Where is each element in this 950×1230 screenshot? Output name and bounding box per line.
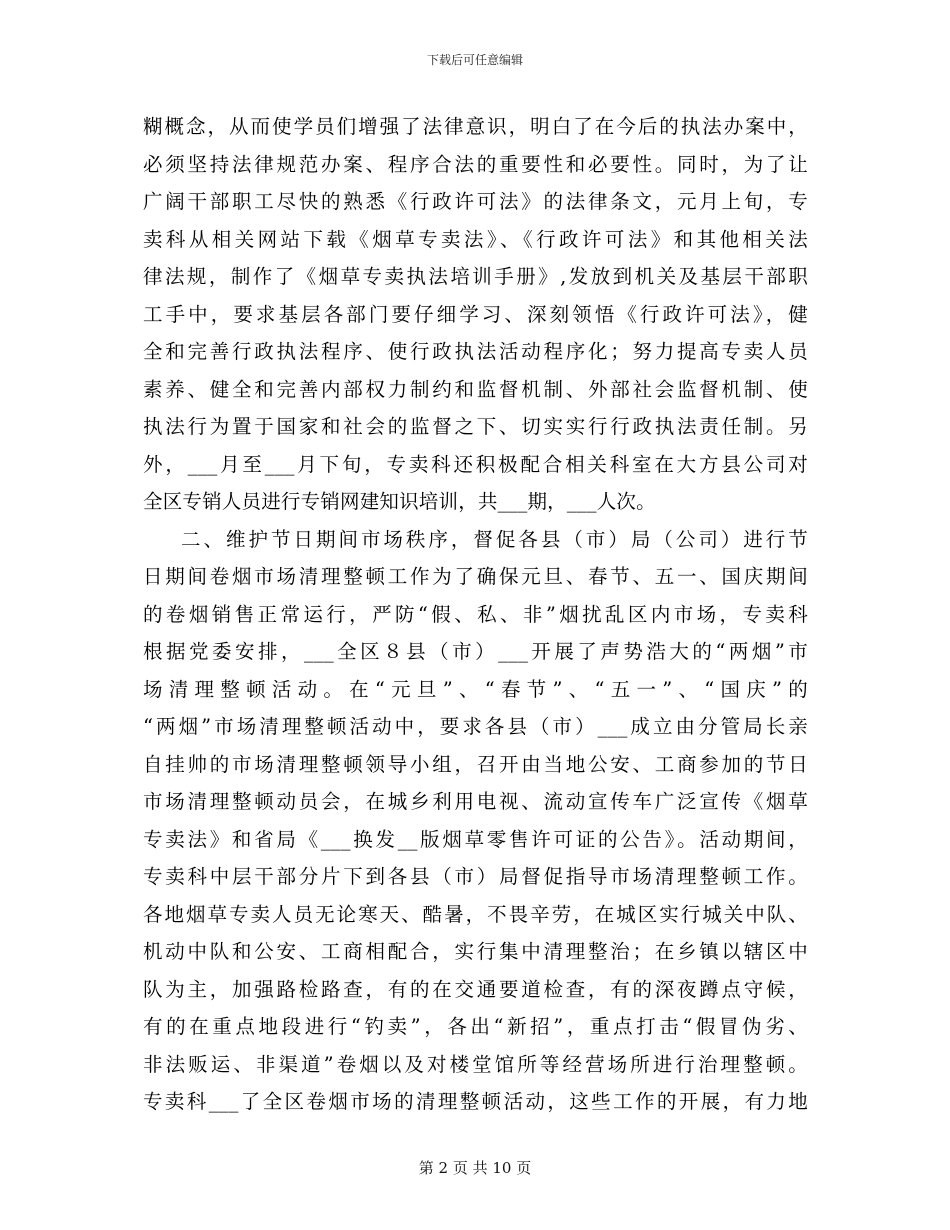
text-line: 工手中，要求基层各部门要仔细学习、深刻领悟《行政许可法》，健 bbox=[143, 302, 808, 326]
section-heading-line: 二、维护节日期间市场秩序，督促各县（市）局（公司）进行节 bbox=[181, 527, 808, 551]
text-line: 外，___月至___月下旬，专卖科还积极配合相关科室在大方县公司对 bbox=[143, 452, 808, 476]
text-line: 糊概念，从而使学员们增强了法律意识，明白了在今后的执法办案中， bbox=[143, 115, 808, 138]
document-body bbox=[143, 108, 808, 1121]
text-line: 市场清理整顿动员会，在城乡利用电视、流动宣传车广泛宣传《烟草 bbox=[143, 790, 808, 813]
text-line: 全和完善行政执法程序、使行政执法活动程序化；努力提高专卖人员 bbox=[143, 340, 808, 363]
page-header: 下载后可任意编辑 bbox=[426, 53, 523, 67]
text-line: 素养、健全和完善内部权力制约和监督机制、外部社会监督机制、使 bbox=[143, 377, 808, 401]
text-line: 自挂帅的市场清理整顿领导小组，召开由当地公安、工商参加的节日 bbox=[143, 752, 808, 776]
text-line: 非法贩运、非渠道”卷烟以及对楼堂馆所等经营场所进行治理整顿。 bbox=[143, 1052, 808, 1076]
text-line: 各地烟草专卖人员无论寒天、酷暑，不畏辛劳，在城区实行城关中队、 bbox=[143, 902, 808, 926]
text-line: 专卖科___了全区卷烟市场的清理整顿活动，这些工作的开展，有力地 bbox=[143, 1090, 808, 1113]
text-line: 有的在重点地段进行“钓卖”，各出“新招”，重点打击“假冒伪劣、 bbox=[143, 1015, 808, 1038]
text-line: 的卷烟销售正常运行，严防“假、私、非”烟扰乱区内市场，专卖科 bbox=[143, 602, 808, 626]
text-line: 专卖科中层干部分片下到各县（市）局督促指导市场清理整顿工作。 bbox=[143, 865, 808, 888]
text-line: 队为主，加强路检路查，有的在交通要道检查，有的深夜蹲点守候， bbox=[143, 977, 808, 1001]
text-line: 必须坚持法律规范办案、程序合法的重要性和必要性。同时，为了让 bbox=[143, 152, 808, 176]
text-line: 根据党委安排，___全区８县（市）___开展了声势浩大的“两烟”市 bbox=[143, 640, 808, 663]
text-line: 全区专销人员进行专销网建知识培训，共___期，___人次。 bbox=[143, 490, 656, 513]
page-number-footer: 第 2 页 共 10 页 bbox=[418, 1159, 532, 1177]
text-line: “两烟”市场清理整顿活动中，要求各县（市）___成立由分管局长亲 bbox=[143, 715, 808, 738]
text-line: 场清理整顿活动。在“元旦”、“春节”、“五一”、“国庆”的 bbox=[143, 677, 808, 701]
text-line: 律法规，制作了《烟草专卖执法培训手册》,发放到机关及基层干部职 bbox=[143, 265, 808, 288]
text-line: 广阔干部职工尽快的熟悉《行政许可法》的法律条文，元月上旬，专 bbox=[143, 190, 808, 213]
text-line: 机动中队和公安、工商相配合，实行集中清理整治；在乡镇以辖区中 bbox=[143, 940, 808, 963]
text-line: 日期间卷烟市场清理整顿工作为了确保元旦、春节、五一、国庆期间 bbox=[143, 565, 808, 588]
text-line: 专卖法》和省局《___换发__版烟草零售许可证的公告》。活动期间， bbox=[143, 827, 808, 851]
text-line: 卖科从相关网站下载《烟草专卖法》、《行政许可法》和其他相关法 bbox=[143, 227, 808, 251]
text-line: 执法行为置于国家和社会的监督之下、切实实行行政执法责任制。另 bbox=[143, 415, 808, 438]
